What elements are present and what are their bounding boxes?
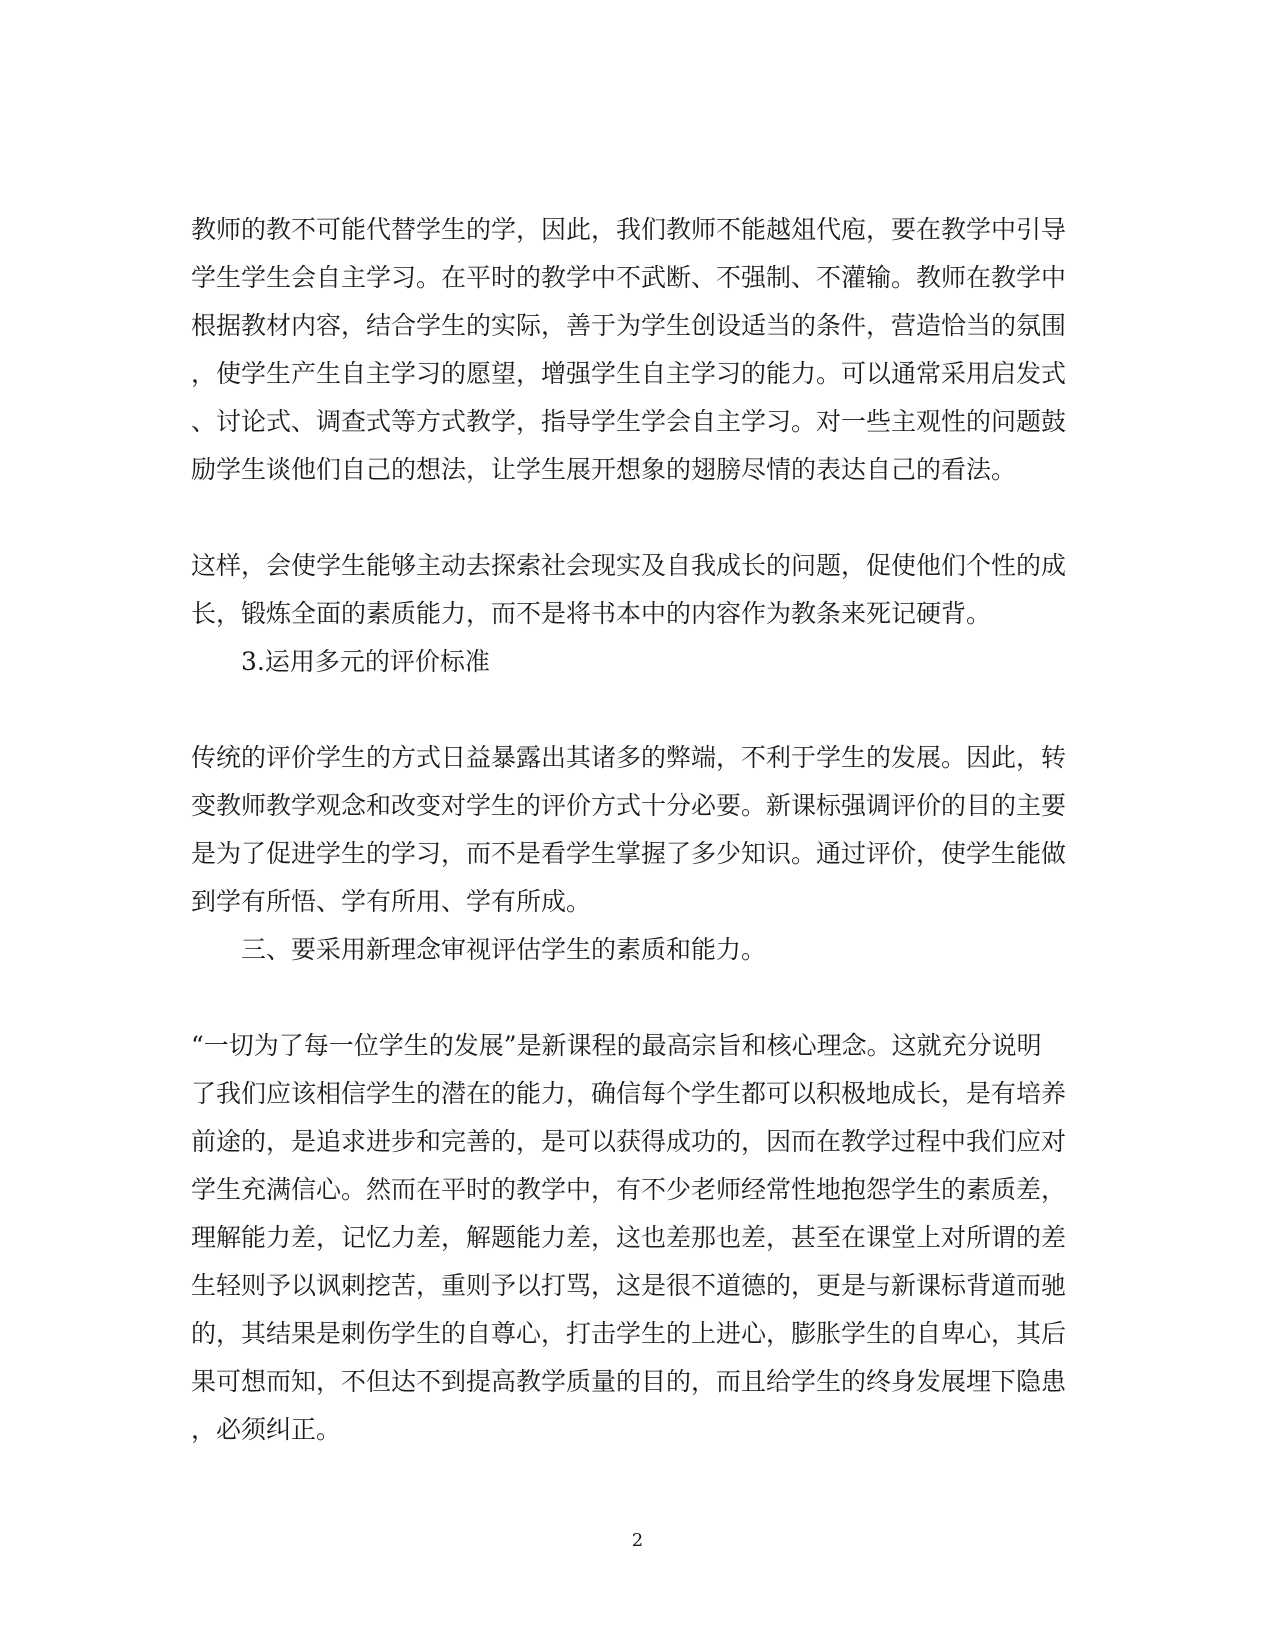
- text-line: ，使学生产生自主学习的愿望，增强学生自主学习的能力。可以通常采用启发式: [191, 359, 1067, 388]
- paragraph-gap: [191, 686, 1071, 734]
- paragraph-evaluation: [191, 734, 1071, 926]
- text-line: 长，锻炼全面的素质能力，而不是将书本中的内容作为教条来死记硬背。: [191, 599, 992, 628]
- text-line: 学生充满信心。然而在平时的教学中，有不少老师经常性地抱怨学生的素质差，: [191, 1175, 1067, 1204]
- text-line: 到学有所悟、学有所用、学有所成。: [191, 887, 592, 916]
- text-line: 生轻则予以讽刺挖苦，重则予以打骂，这是很不道德的，更是与新课标背道而驰: [191, 1271, 1067, 1300]
- paragraph-gap: [191, 494, 1071, 542]
- text-line: 学生学生会自主学习。在平时的教学中不武断、不强制、不灌输。教师在教学中: [191, 263, 1067, 292]
- text-line: 理解能力差，记忆力差，解题能力差，这也差那也差，甚至在课堂上对所谓的差: [191, 1223, 1067, 1252]
- subheading-evaluation-standards: 3.运用多元的评价标准: [241, 647, 490, 676]
- document-body: [191, 206, 1071, 1454]
- text-line: “一切为了每一位学生的发展”是新课程的最高宗旨和核心理念。这就充分说明: [191, 1031, 1042, 1060]
- text-line: 教师的教不可能代替学生的学，因此，我们教师不能越俎代庖，要在教学中引导: [191, 215, 1067, 244]
- paragraph-new-concept: [191, 1022, 1071, 1454]
- text-line: ，必须纠正。: [191, 1415, 342, 1444]
- text-line: 果可想而知，不但达不到提高教学质量的目的，而且给学生的终身发展埋下隐患: [191, 1367, 1067, 1396]
- text-line: 根据教材内容，结合学生的实际，善于为学生创设适当的条件，营造恰当的氛围: [191, 311, 1067, 340]
- text-line: 、讨论式、调查式等方式教学，指导学生学会自主学习。对一些主观性的问题鼓: [191, 407, 1067, 436]
- text-line: 传统的评价学生的方式日益暴露出其诸多的弊端，不利于学生的发展。因此，转: [191, 743, 1067, 772]
- section-heading-three: 三、要采用新理念审视评估学生的素质和能力。: [241, 935, 767, 964]
- text-line: 的，其结果是刺伤学生的自尊心，打击学生的上进心，膨胀学生的自卑心，其后: [191, 1319, 1067, 1348]
- text-line: 是为了促进学生的学习，而不是看学生掌握了多少知识。通过评价，使学生能做: [191, 839, 1067, 868]
- paragraph-outcome: [191, 542, 1071, 638]
- text-line: 励学生谈他们自己的想法，让学生展开想象的翅膀尽情的表达自己的看法。: [191, 455, 1017, 484]
- text-line: 变教师教学观念和改变对学生的评价方式十分必要。新课标强调评价的目的主要: [191, 791, 1067, 820]
- text-line: 前途的，是追求进步和完善的，是可以获得成功的，因而在教学过程中我们应对: [191, 1127, 1067, 1156]
- paragraph-gap: [191, 974, 1071, 1022]
- text-line: 了我们应该相信学生的潜在的能力，确信每个学生都可以积极地成长，是有培养: [191, 1079, 1067, 1108]
- paragraph-self-directed-learning: [191, 206, 1071, 494]
- text-line: 这样，会使学生能够主动去探索社会现实及自我成长的问题，促使他们个性的成: [191, 551, 1067, 580]
- page-number: 2: [631, 1530, 644, 1551]
